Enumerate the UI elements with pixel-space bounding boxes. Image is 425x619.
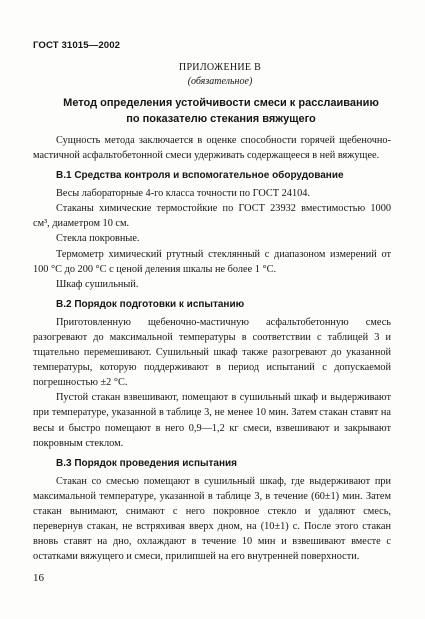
preparation-paragraph: Приготовленную щебеночно-мастичную асфальтобетонную смесь разогревают до максимальной температуры в соответствии с таблицей 3 и тщательно перемешивают. Сушильный шкаф также разогревают до указанной температуры, которую поддерживают в период испытаний с допускаемой погрешностью ±2 °С. bbox=[33, 316, 391, 389]
method-title bbox=[48, 96, 394, 127]
intro-paragraph: Сущность метода заключается в оценке способности горячей щебеночно-мастичной асфальтобетонной смеси удерживать содержащееся в ней вяжущее. bbox=[33, 135, 391, 162]
page-number: 16 bbox=[33, 572, 44, 584]
method-title-line-2: по показателю стекания вяжущего bbox=[126, 112, 316, 125]
equipment-item: Стекла покровные. bbox=[56, 233, 140, 245]
section-heading-equipment: В.1 Средства контроля и вспомогательное оборудование bbox=[56, 170, 344, 182]
method-title-line-1: Метод определения устойчивости смеси к расслаиванию bbox=[63, 97, 379, 109]
equipment-item: Весы лабораторные 4-го класса точности по ГОСТ 24104. bbox=[56, 188, 310, 200]
standard-code: ГОСТ 31015—2002 bbox=[33, 40, 121, 51]
appendix-label: ПРИЛОЖЕНИЕ В bbox=[178, 62, 262, 73]
procedure-paragraph: Стакан со смесью помещают в сушильный шкаф, где выдерживают при максимальной температуре, указанной в таблице 3, в течение (60±1) мин. Затем стакан вынимают, снимают с него покровное стекло и удаляют смесь, перевернув стакан, не встряхивая вверх дном, на (10±1) с. После этого стакан вновь ставят на дно, охлаждают в течение 10 мин и взвешивают вместе с остатками вяжущего и смеси, прилипшей на его внутренней поверхности. bbox=[33, 475, 391, 563]
section-heading-procedure: В.3 Порядок проведения испытания bbox=[56, 457, 238, 469]
equipment-item: Стаканы химические термостойкие по ГОСТ 23932 вместимостью 1000 см³, диаметром 10 см. bbox=[33, 203, 391, 230]
document-body bbox=[33, 133, 391, 564]
equipment-item: Шкаф сушильный. bbox=[56, 278, 139, 290]
section-heading-preparation: В.2 Порядок подготовки к испытанию bbox=[56, 298, 245, 310]
equipment-item: Термометр химический ртутный стеклянный с диапазоном измерений от 100 °С до 200 °С с ценой деления шкалы не более 1 °С. bbox=[33, 248, 391, 275]
appendix-status: (обязательное) bbox=[187, 76, 253, 87]
preparation-paragraph: Пустой стакан взвешивают, помещают в сушильный шкаф и выдерживают при температуре, указанной в таблице 3, не менее 10 мин. Затем стакан ставят на весы и быстро помещают в него 0,9—1,2 кг смеси, взвешивают и закрывают покровным стеклом. bbox=[33, 392, 391, 449]
